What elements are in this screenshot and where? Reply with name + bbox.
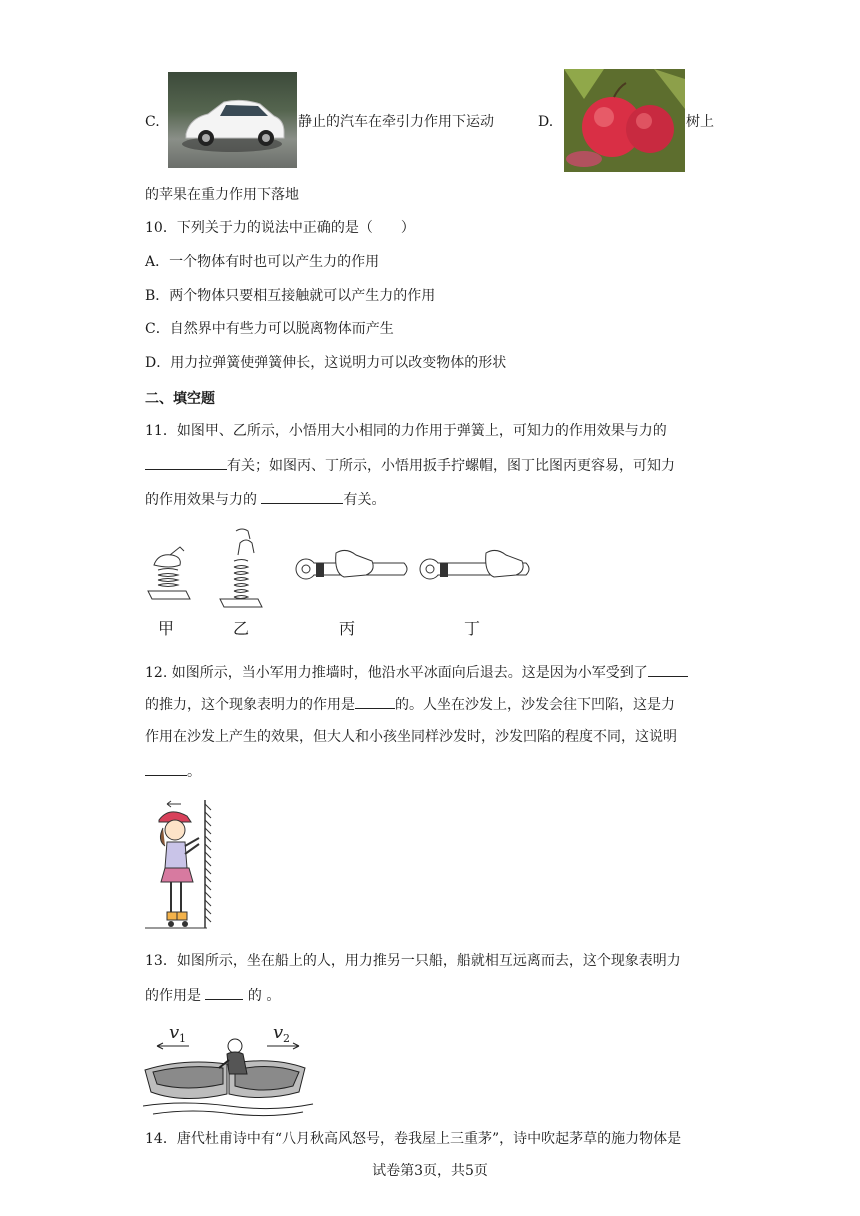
- q12-line4: 。: [145, 761, 201, 782]
- option-d-label: D.: [538, 114, 554, 130]
- wrench-far-icon: [420, 550, 529, 579]
- q10-option-b: B．两个物体只要相互接触就可以产生力的作用: [145, 288, 436, 304]
- spring-stretched-icon: [220, 529, 262, 607]
- q12-line3: 作用在沙发上产生的效果，但大人和小孩坐同样沙发时，沙发凹陷的程度不同，这说明: [145, 729, 677, 745]
- q11-blank-1[interactable]: [145, 455, 227, 470]
- spring-compressed-icon: [148, 547, 190, 599]
- q10-option-a: A．一个物体有时也可以产生力的作用: [145, 254, 380, 270]
- q10-option-c: C．自然界中有些力可以脱离物体而产生: [145, 321, 394, 337]
- q13-blank[interactable]: [205, 985, 243, 1000]
- apple-icon: [564, 69, 685, 172]
- q12-line1: 12. 如图所示，当小军用力推墙时，他沿水平冰面向后退去。这是因为小军受到了: [145, 662, 688, 683]
- v1-label: v: [169, 1022, 180, 1043]
- option-c-label: C.: [145, 114, 160, 130]
- q14-line1: 14．唐代杜甫诗中有“八月秋高风怒号，卷我屋上三重茅”，诗中吹起茅草的施力物体是: [145, 1131, 682, 1147]
- fig-label-yi: 乙: [233, 619, 250, 638]
- q12-blank-2[interactable]: [355, 694, 395, 709]
- page-footer: 试卷第3页，共5页: [372, 1163, 488, 1179]
- v2-subscript: 2: [283, 1032, 290, 1045]
- q12-blank-3[interactable]: [145, 761, 187, 776]
- q12-line2: 的推力，这个现象表明力的作用是 的。人坐在沙发上，沙发会往下凹陷，这是力: [145, 694, 675, 715]
- car-photo: [168, 72, 297, 168]
- q12-blank-1[interactable]: [648, 662, 688, 677]
- q13-line1: 13．如图所示，坐在船上的人，用力推另一只船，船就相互远离而去，这个现象表明力: [145, 953, 681, 969]
- q11-line3: 的作用效果与力的 有关。: [145, 489, 385, 510]
- v2-label: v: [273, 1022, 284, 1043]
- apple-photo: [564, 69, 685, 172]
- q11-blank-2[interactable]: [261, 489, 343, 504]
- fig-label-ding: 丁: [464, 619, 481, 638]
- wrench-near-icon: [296, 550, 407, 579]
- option-c-text: 静止的汽车在牵引力作用下运动: [298, 114, 494, 130]
- section-title: 二、填空题: [145, 391, 215, 407]
- option-d-text-end: 树上: [686, 114, 714, 130]
- girl-pushing-wall-figure: [145, 798, 215, 930]
- car-icon: [168, 72, 297, 168]
- q10-stem: 10．下列关于力的说法中正确的是（ ）: [145, 220, 415, 236]
- q11-line1: 11．如图甲、乙所示，小悟用大小相同的力作用于弹簧上，可知力的作用效果与力的: [145, 423, 667, 439]
- spring-wrench-figure: [140, 525, 540, 613]
- fig-label-jia: 甲: [158, 619, 175, 638]
- option-d-text-cont: 的苹果在重力作用下落地: [145, 187, 299, 203]
- v1-subscript: 1: [179, 1032, 186, 1045]
- fig-label-bing: 丙: [339, 619, 356, 638]
- q10-option-d: D．用力拉弹簧使弹簧伸长，这说明力可以改变物体的形状: [145, 355, 507, 371]
- q11-line2: 有关；如图丙、丁所示，小悟用扳手拧螺帽，图丁比图丙更容易，可知力: [145, 455, 675, 476]
- boats-figure: [143, 1020, 315, 1118]
- q13-line2: 的作用是 的 。: [145, 985, 280, 1006]
